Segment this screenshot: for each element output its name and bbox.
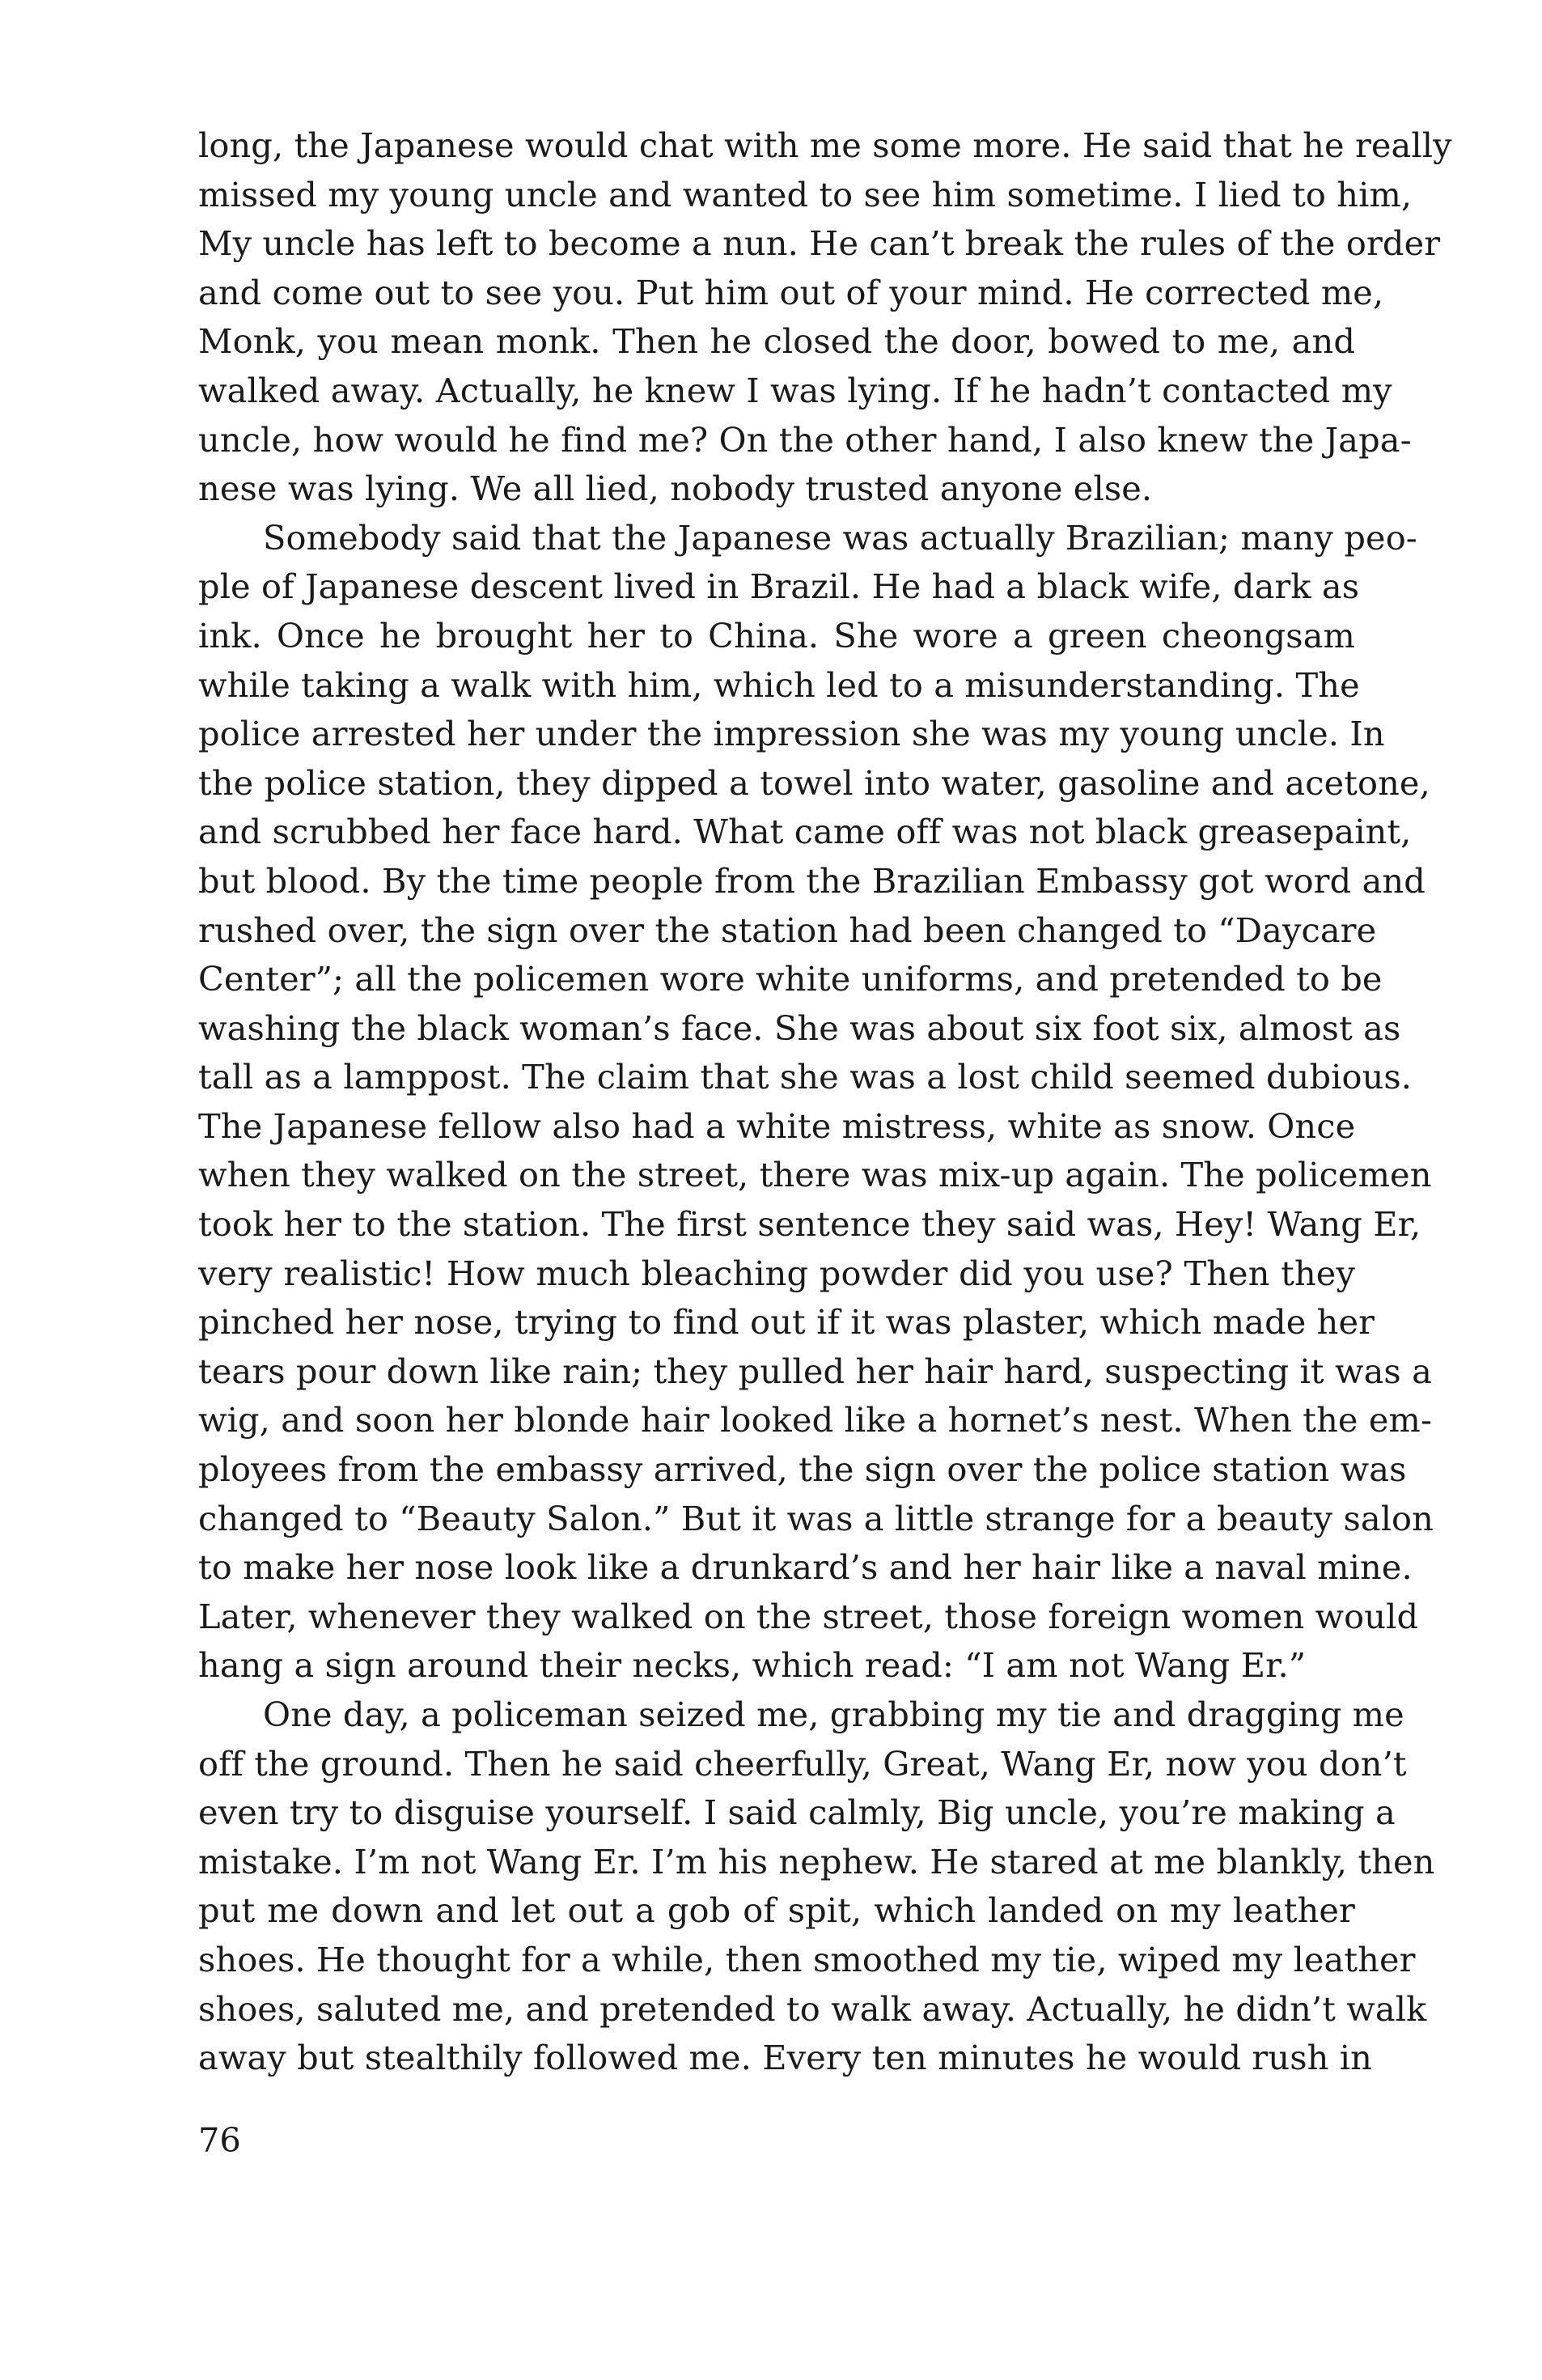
text-line: One day, a policeman seized me, grabbing my tie and dragging me: [263, 1695, 1404, 1734]
text-line: shoes. He thought for a while, then smoothed my tie, wiped my leather: [198, 1939, 1416, 1979]
text-line: pinched her nose, trying to find out if it was plaster, which made her: [198, 1302, 1375, 1343]
text-line: put me down and let out a gob of spit, which landed on my leather: [198, 1890, 1355, 1931]
text-line: hang a sign around their necks, which read: “I am not Wang Er.”: [198, 1645, 1307, 1686]
text-line: nese was lying. We all lied, nobody trusted anyone else.: [198, 469, 1153, 509]
text-line: Center”; all the policemen wore white uniforms, and pretended to be: [198, 959, 1383, 999]
text-line: missed my young uncle and wanted to see him sometime. I lied to him,: [198, 174, 1413, 214]
text-line: the police station, they dipped a towel into water, gasoline and acetone,: [198, 762, 1430, 803]
text-line: and come out to see you. Put him out of your mind. He corrected me,: [198, 272, 1384, 312]
text-line: police arrested her under the impression she was my young uncle. In: [198, 714, 1385, 754]
text-line: changed to “Beauty Salon.” But it was a little strange for a beauty salon: [198, 1498, 1434, 1538]
text-line: tall as a lamppost. The claim that she was a lost child seemed dubious.: [198, 1057, 1413, 1097]
text-line: My uncle has left to become a nun. He can’t break the rules of the order: [198, 223, 1441, 264]
page-number: 76: [198, 2120, 241, 2160]
text-line: The Japanese fellow also had a white mistress, white as snow. Once: [198, 1105, 1356, 1146]
text-line: uncle, how would he find me? On the other hand, I also knew the Japa-: [198, 419, 1412, 460]
body-text: [198, 121, 1452, 2083]
text-line: but blood. By the time people from the Brazilian Embassy got word and: [198, 860, 1426, 901]
text-line: Somebody said that the Japanese was actually Brazilian; many peo-: [263, 517, 1417, 558]
text-line: tears pour down like rain; they pulled her hair hard, suspecting it was a: [198, 1351, 1432, 1391]
text-line: mistake. I’m not Wang Er. I’m his nephew. He stared at me blankly, then: [198, 1841, 1435, 1882]
text-line: shoes, saluted me, and pretended to walk away. Actually, he didn’t walk: [198, 1988, 1427, 2029]
text-line: walked away. Actually, he knew I was lying. If he hadn’t contacted my: [198, 370, 1392, 410]
text-line: rushed over, the sign over the station had been changed to “Daycare: [198, 910, 1377, 950]
text-line: even try to disguise yourself. I said calmly, Big uncle, you’re making a: [198, 1792, 1396, 1833]
text-line: wig, and soon her blonde hair looked like a hornet’s nest. When the em-: [198, 1400, 1433, 1440]
text-line: away but stealthily followed me. Every ten minutes he would rush in: [198, 2038, 1372, 2078]
text-line: ple of Japanese descent lived in Brazil. He had a black wife, dark as: [198, 566, 1360, 607]
text-line: and scrubbed her face hard. What came off was not black greasepaint,: [198, 812, 1412, 852]
text-line: while taking a walk with him, which led to a misunderstanding. The: [198, 664, 1360, 705]
text-line: to make her nose look like a drunkard’s and her hair like a naval mine.: [198, 1547, 1413, 1588]
text-line: off the ground. Then he said cheerfully, Great, Wang Er, now you don’t: [198, 1743, 1407, 1784]
text-line: very realistic! How much bleaching powder did you use? Then they: [198, 1253, 1355, 1293]
text-line: took her to the station. The first sentence they said was, Hey! Wang Er,: [198, 1204, 1421, 1245]
text-line: Monk, you mean monk. Then he closed the door, bowed to me, and: [198, 321, 1355, 362]
text-line: Later, whenever they walked on the street, those foreign women would: [198, 1596, 1419, 1636]
text-line: ployees from the embassy arrived, the sign over the police station was: [198, 1449, 1407, 1490]
text-line: long, the Japanese would chat with me some more. He said that he really: [198, 125, 1452, 165]
text-line: when they walked on the street, there was mix-up again. The policemen: [198, 1155, 1432, 1195]
text-line: ink. Once he brought her to China. She wore a green cheongsam: [198, 615, 1355, 655]
text-line: washing the black woman’s face. She was about six foot six, almost as: [198, 1008, 1401, 1048]
